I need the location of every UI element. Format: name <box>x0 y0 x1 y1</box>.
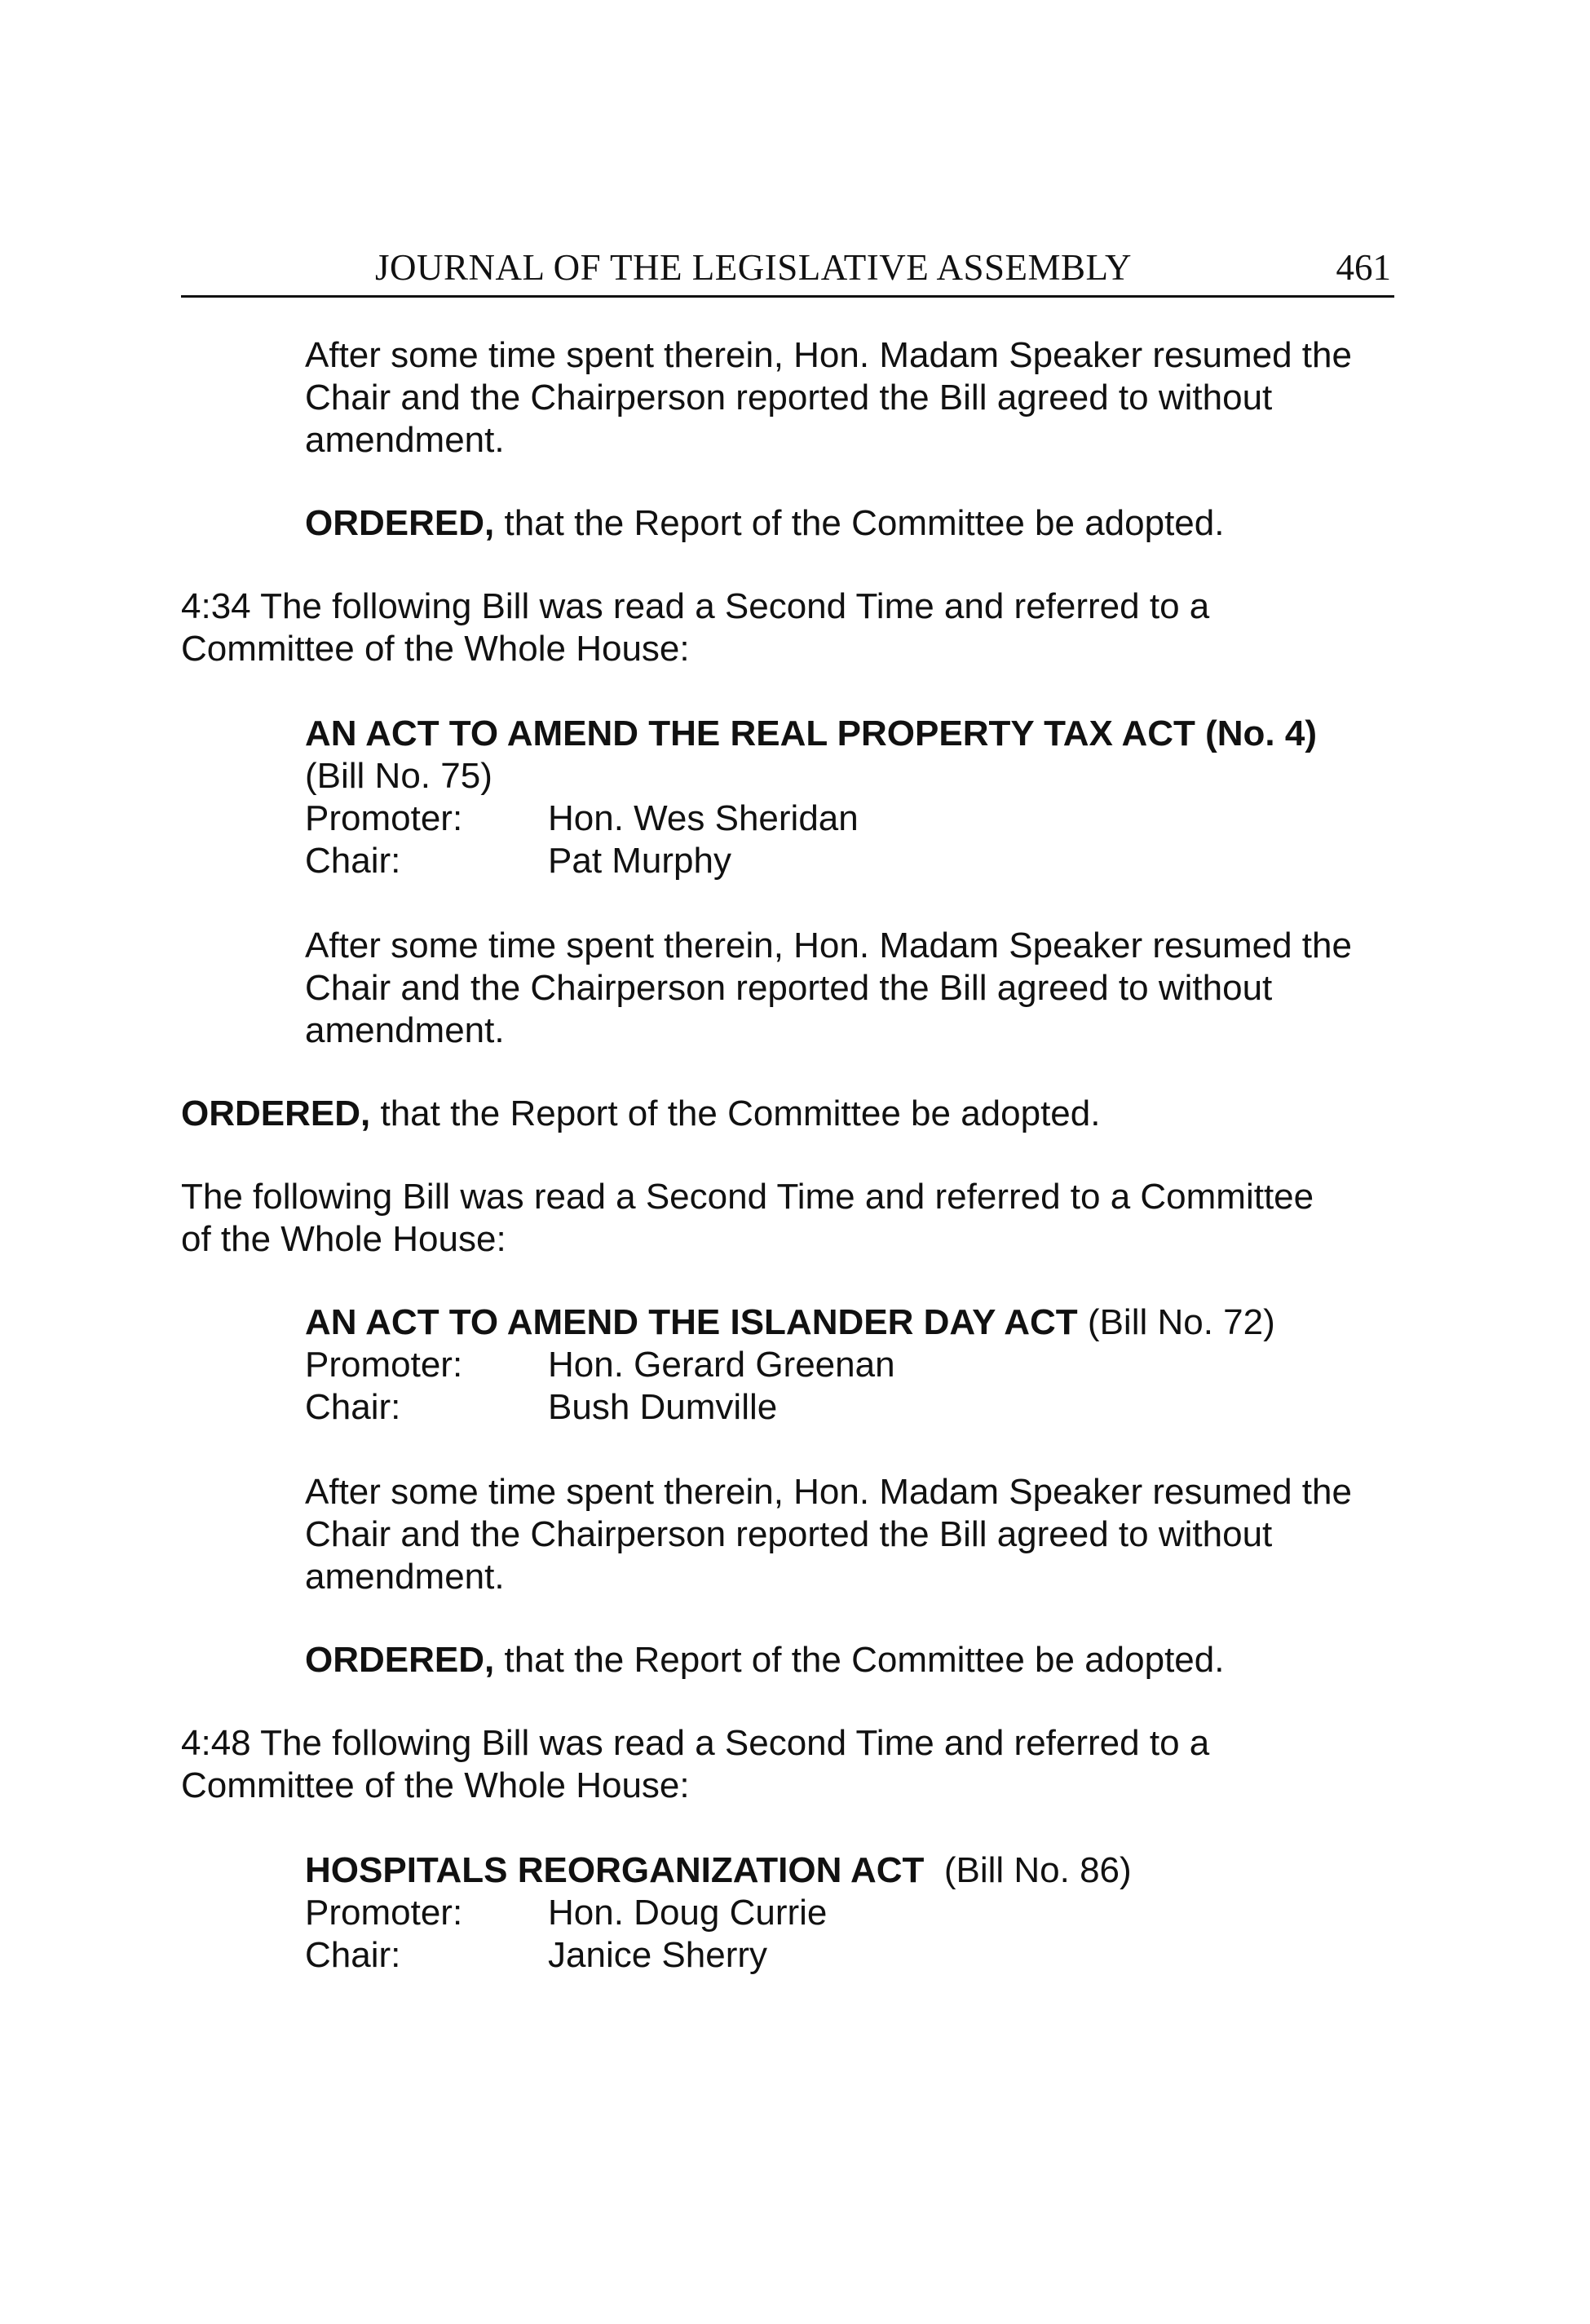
ordered-line <box>305 1639 1224 1681</box>
paragraph-line: 4:48 The following Bill was read a Second Time and referred to a <box>181 1723 1210 1763</box>
paragraph-line: Chair and the Chairperson reported the Bill agreed to without <box>305 1514 1273 1554</box>
ordered-line <box>305 502 1224 545</box>
ordered-keyword: ORDERED, <box>305 1640 495 1680</box>
promoter-label: Promoter: <box>305 1345 463 1385</box>
promoter-label: Promoter: <box>305 1893 463 1933</box>
ordered-text: that the Report of the Committee be adopted. <box>494 503 1225 543</box>
paragraph-line: amendment. <box>305 1010 505 1050</box>
chair-label: Chair: <box>305 841 401 881</box>
chair-label: Chair: <box>305 1387 401 1427</box>
bill-title: HOSPITALS REORGANIZATION ACT <box>305 1850 925 1890</box>
page-header <box>181 245 1394 298</box>
ordered-text: that the Report of the Committee be adopted. <box>370 1094 1101 1133</box>
paragraph-line: Chair and the Chairperson reported the Bill agreed to without <box>305 378 1273 418</box>
paragraph-line: Committee of the Whole House: <box>181 629 690 669</box>
promoter-name: Hon. Gerard Greenan <box>548 1345 895 1385</box>
chair-name: Bush Dumville <box>548 1387 778 1427</box>
paragraph-line: amendment. <box>305 420 505 460</box>
bill-title: AN ACT TO AMEND THE REAL PROPERTY TAX ACT (No. 4) <box>305 714 1318 753</box>
bill-heading <box>305 1849 1132 1892</box>
bill-number: (Bill No. 75) <box>305 756 492 796</box>
paragraph-line: After some time spent therein, Hon. Madam Speaker resumed the <box>305 926 1352 965</box>
ordered-keyword: ORDERED, <box>181 1094 371 1133</box>
paragraph-line: Chair and the Chairperson reported the Bill agreed to without <box>305 968 1273 1008</box>
ordered-text: that the Report of the Committee be adopted. <box>494 1640 1225 1680</box>
promoter-name: Hon. Doug Currie <box>548 1893 828 1933</box>
promoter-name: Hon. Wes Sheridan <box>548 798 859 838</box>
bill-title: AN ACT TO AMEND THE ISLANDER DAY ACT <box>305 1302 1078 1342</box>
bill-heading <box>305 1301 1275 1344</box>
bill-number: (Bill No. 86) <box>924 1850 1132 1890</box>
paragraph-line: The following Bill was read a Second Time and referred to a Committee <box>181 1177 1314 1217</box>
ordered-keyword: ORDERED, <box>305 503 495 543</box>
promoter-label: Promoter: <box>305 798 463 838</box>
ordered-line <box>181 1093 1100 1135</box>
paragraph-line: amendment. <box>305 1557 505 1597</box>
journal-title: JOURNAL OF THE LEGISLATIVE ASSEMBLY <box>375 247 1133 288</box>
chair-name: Janice Sherry <box>548 1935 768 1975</box>
paragraph-line: After some time spent therein, Hon. Madam Speaker resumed the <box>305 335 1352 375</box>
chair-label: Chair: <box>305 1935 401 1975</box>
paragraph-line: Committee of the Whole House: <box>181 1765 690 1805</box>
page-number: 461 <box>1336 247 1391 288</box>
bill-number: (Bill No. 72) <box>1077 1302 1275 1342</box>
paragraph-line: 4:34 The following Bill was read a Second Time and referred to a <box>181 586 1210 626</box>
paragraph-line: of the Whole House: <box>181 1219 506 1259</box>
paragraph-line: After some time spent therein, Hon. Madam Speaker resumed the <box>305 1472 1352 1512</box>
chair-name: Pat Murphy <box>548 841 731 881</box>
